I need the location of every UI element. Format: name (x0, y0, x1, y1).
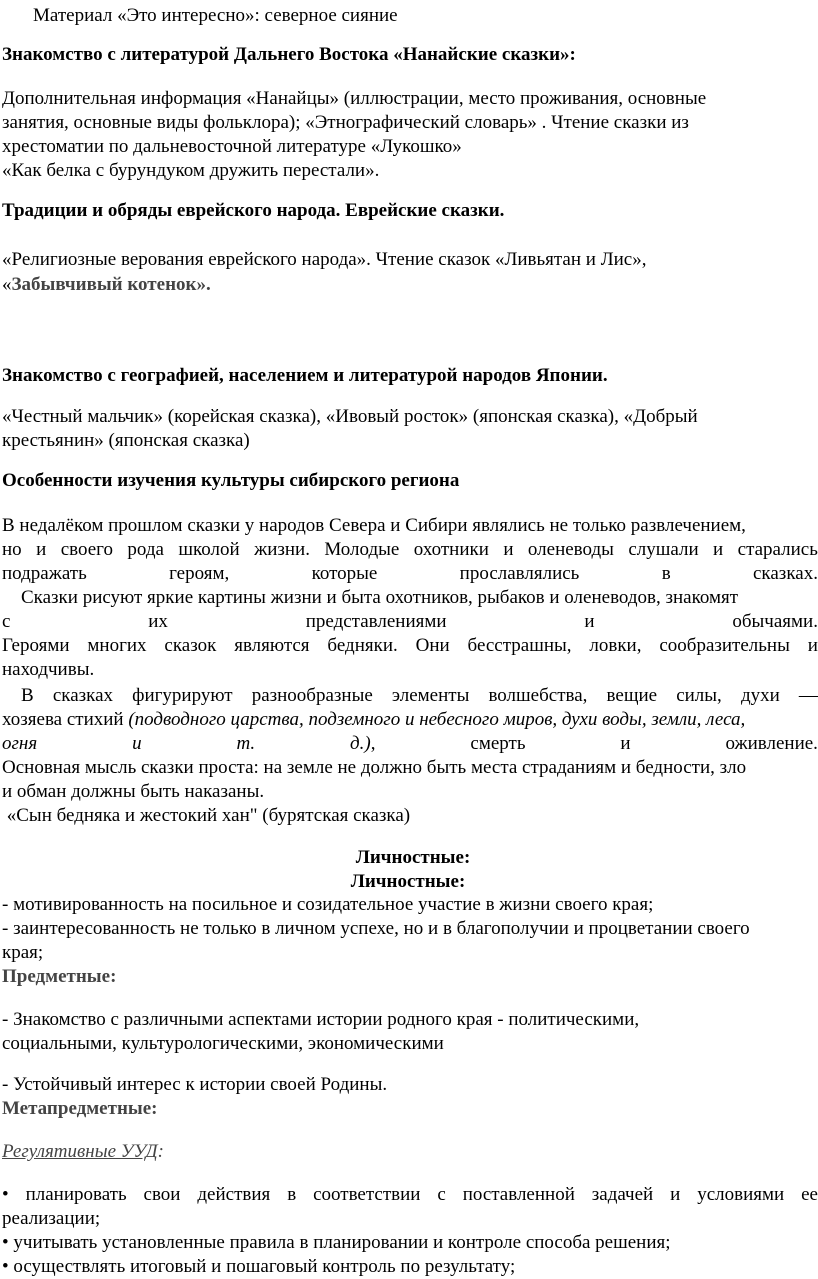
word: • (2, 1184, 9, 1205)
siberia-line-3 (0, 562, 818, 586)
word: рода (127, 539, 164, 560)
word: прославлялись (459, 563, 580, 584)
word: В (2, 685, 34, 706)
personal-heading: Личностные: (350, 871, 466, 892)
word: вещие (606, 685, 658, 706)
forgetful-kitten-title: Забывчивый котенок». (11, 274, 211, 295)
nanai-text-2: занятия, основные виды фольклора); «Этнографический словарь» . Чтение сказки из (2, 112, 689, 133)
word: Героями (2, 635, 70, 656)
word: слушали (628, 539, 699, 560)
buryat-tale: «Сын бедняка и жестокий хан" (бурятская сказка) (2, 805, 411, 826)
word: и (584, 611, 595, 632)
regulative-line-3: • учитывать установленные правила в планировании и контроле способа решения; (2, 1232, 671, 1253)
word: волшебства, (488, 685, 588, 706)
word: соответствии (313, 1184, 421, 1205)
word: ее (801, 1184, 818, 1205)
subject-line-1: - Знакомство с различными аспектами истории родного края - политическими, (2, 1009, 640, 1030)
siberia-line-1: В недалёком прошлом сказки у народов Севера и Сибири являлись не только развлечением, (2, 515, 746, 536)
spirits-lead: хозяева стихий (2, 709, 129, 730)
top-line: Материал «Это интересно»: северное сияние (33, 5, 398, 26)
word: свои (143, 1184, 181, 1205)
regulative-label: Регулятивные УУД (2, 1141, 158, 1162)
word: смерть (470, 733, 526, 754)
word: действия (197, 1184, 271, 1205)
word: школой (178, 539, 240, 560)
siberia-line-6 (0, 634, 818, 658)
spirits-italic: (подводного царства, подземного и небесного миров, духи воды, земли, леса, (128, 709, 746, 730)
word: обычаями. (732, 611, 818, 632)
siberia-line-11: Основная мысль сказки проста: на земле не должно быть места страданиям и бедности, зло (2, 757, 747, 778)
subject-line-3: - Устойчивый интерес к истории своей Родины. (2, 1074, 388, 1095)
word: подражать (2, 563, 87, 584)
comma: , (370, 733, 376, 754)
word: фигурируют (132, 685, 233, 706)
siberia-line-2 (0, 538, 818, 562)
siberia-line-9 (0, 708, 816, 732)
word: условиями (697, 1184, 785, 1205)
word: Они (415, 635, 450, 656)
word: являются (234, 635, 310, 656)
personal-line-2: - заинтересованность не только в личном успехе, но и в благополучии и процветании своего (2, 918, 750, 939)
word: поставленной (462, 1184, 575, 1205)
regulative-heading (0, 1140, 816, 1164)
quote-mark: « (2, 274, 12, 295)
siberia-line-8 (0, 684, 818, 708)
word: разнообразные (251, 685, 373, 706)
word: героям, (169, 563, 230, 584)
regulative-line-4: • осуществлять итоговый и пошаговый контроль по результату; (2, 1256, 516, 1277)
word: многих (87, 635, 147, 656)
word-italic: и (132, 733, 142, 754)
nanai-text-3: хрестоматии по дальневосточной литературе «Лукошко» (2, 136, 462, 157)
regulative-colon: : (157, 1141, 164, 1162)
word: задачей (591, 1184, 654, 1205)
word: и (670, 1184, 681, 1205)
bullet-heading-text: Личностные: (355, 847, 471, 868)
word: планировать (25, 1184, 127, 1205)
word: сказок (164, 635, 217, 656)
word: представлениями (305, 611, 447, 632)
word: старались (737, 539, 818, 560)
word: но (2, 539, 22, 560)
word: в (661, 563, 671, 584)
word: Молодые (324, 539, 400, 560)
nanai-text-1: Дополнительная информация «Нанайцы» (иллюстрации, место проживания, основные (2, 88, 707, 109)
word: бедняки. (327, 635, 398, 656)
word: своего (60, 539, 113, 560)
word: оленеводы (527, 539, 614, 560)
subject-heading: Предметные: (2, 966, 117, 987)
word: ловки, (589, 635, 642, 656)
word: сказках (52, 685, 114, 706)
regulative-line-1 (0, 1183, 818, 1207)
heading-japan: Знакомство с географией, населением и литературой народов Японии. (2, 365, 608, 386)
japan-text-2: крестьянин» (японская сказка) (2, 430, 250, 451)
word: элементы (391, 685, 470, 706)
heading-jewish: Традиции и обряды еврейского народа. Еврейские сказки. (2, 200, 505, 221)
results-bullet-heading (0, 846, 816, 871)
word: сказках. (753, 563, 818, 584)
word: духи (740, 685, 780, 706)
siberia-line-5 (0, 610, 818, 634)
word-italic: огня (2, 733, 38, 754)
word-italic: т. (236, 733, 256, 754)
personal-line-3: края; (2, 942, 44, 963)
siberia-line-4: Сказки рисуют яркие картины жизни и быта охотников, рыбаков и оленеводов, знакомят (2, 587, 739, 608)
nanai-text-4: «Как белка с бурундуком дружить перестали». (2, 160, 380, 181)
word: и (503, 539, 514, 560)
word: и (36, 539, 47, 560)
word: их (148, 611, 168, 632)
siberia-line-10 (0, 732, 818, 756)
word: и (620, 733, 631, 754)
word: с (437, 1184, 446, 1205)
word: силы, (676, 685, 722, 706)
word: оживление. (725, 733, 818, 754)
word: и (807, 635, 818, 656)
word: бесстрашны, (467, 635, 572, 656)
word: — (798, 685, 818, 706)
subject-line-2: социальными, культурологическими, экономическими (2, 1033, 444, 1054)
heading-nanai: Знакомство с литературой Дальнего Востока «Нанайские сказки»: (2, 44, 576, 65)
regulative-line-2: реализации; (2, 1208, 101, 1229)
word: в (287, 1184, 297, 1205)
japan-text-1: «Честный мальчик» (корейская сказка), «Ивовый росток» (японская сказка), «Добрый (2, 406, 698, 427)
word: с (2, 611, 11, 632)
siberia-line-12: и обман должны быть наказаны. (2, 781, 265, 802)
word: сообразительны (659, 635, 790, 656)
word: которые (311, 563, 378, 584)
jewish-text-2 (0, 273, 816, 297)
meta-heading: Метапредметные: (2, 1098, 158, 1119)
word: жизни. (254, 539, 310, 560)
word: и (713, 539, 724, 560)
jewish-text-1: «Религиозные верования еврейского народа». Чтение сказок «Ливьятан и Лис», (2, 249, 647, 270)
word-italic: д.), (350, 733, 376, 754)
siberia-line-7: находчивы. (2, 659, 95, 680)
heading-siberia: Особенности изучения культуры сибирского региона (2, 470, 460, 491)
personal-line-1: - мотивированность на посильное и созидательное участие в жизни своего края; (2, 894, 654, 915)
word: охотники (413, 539, 489, 560)
